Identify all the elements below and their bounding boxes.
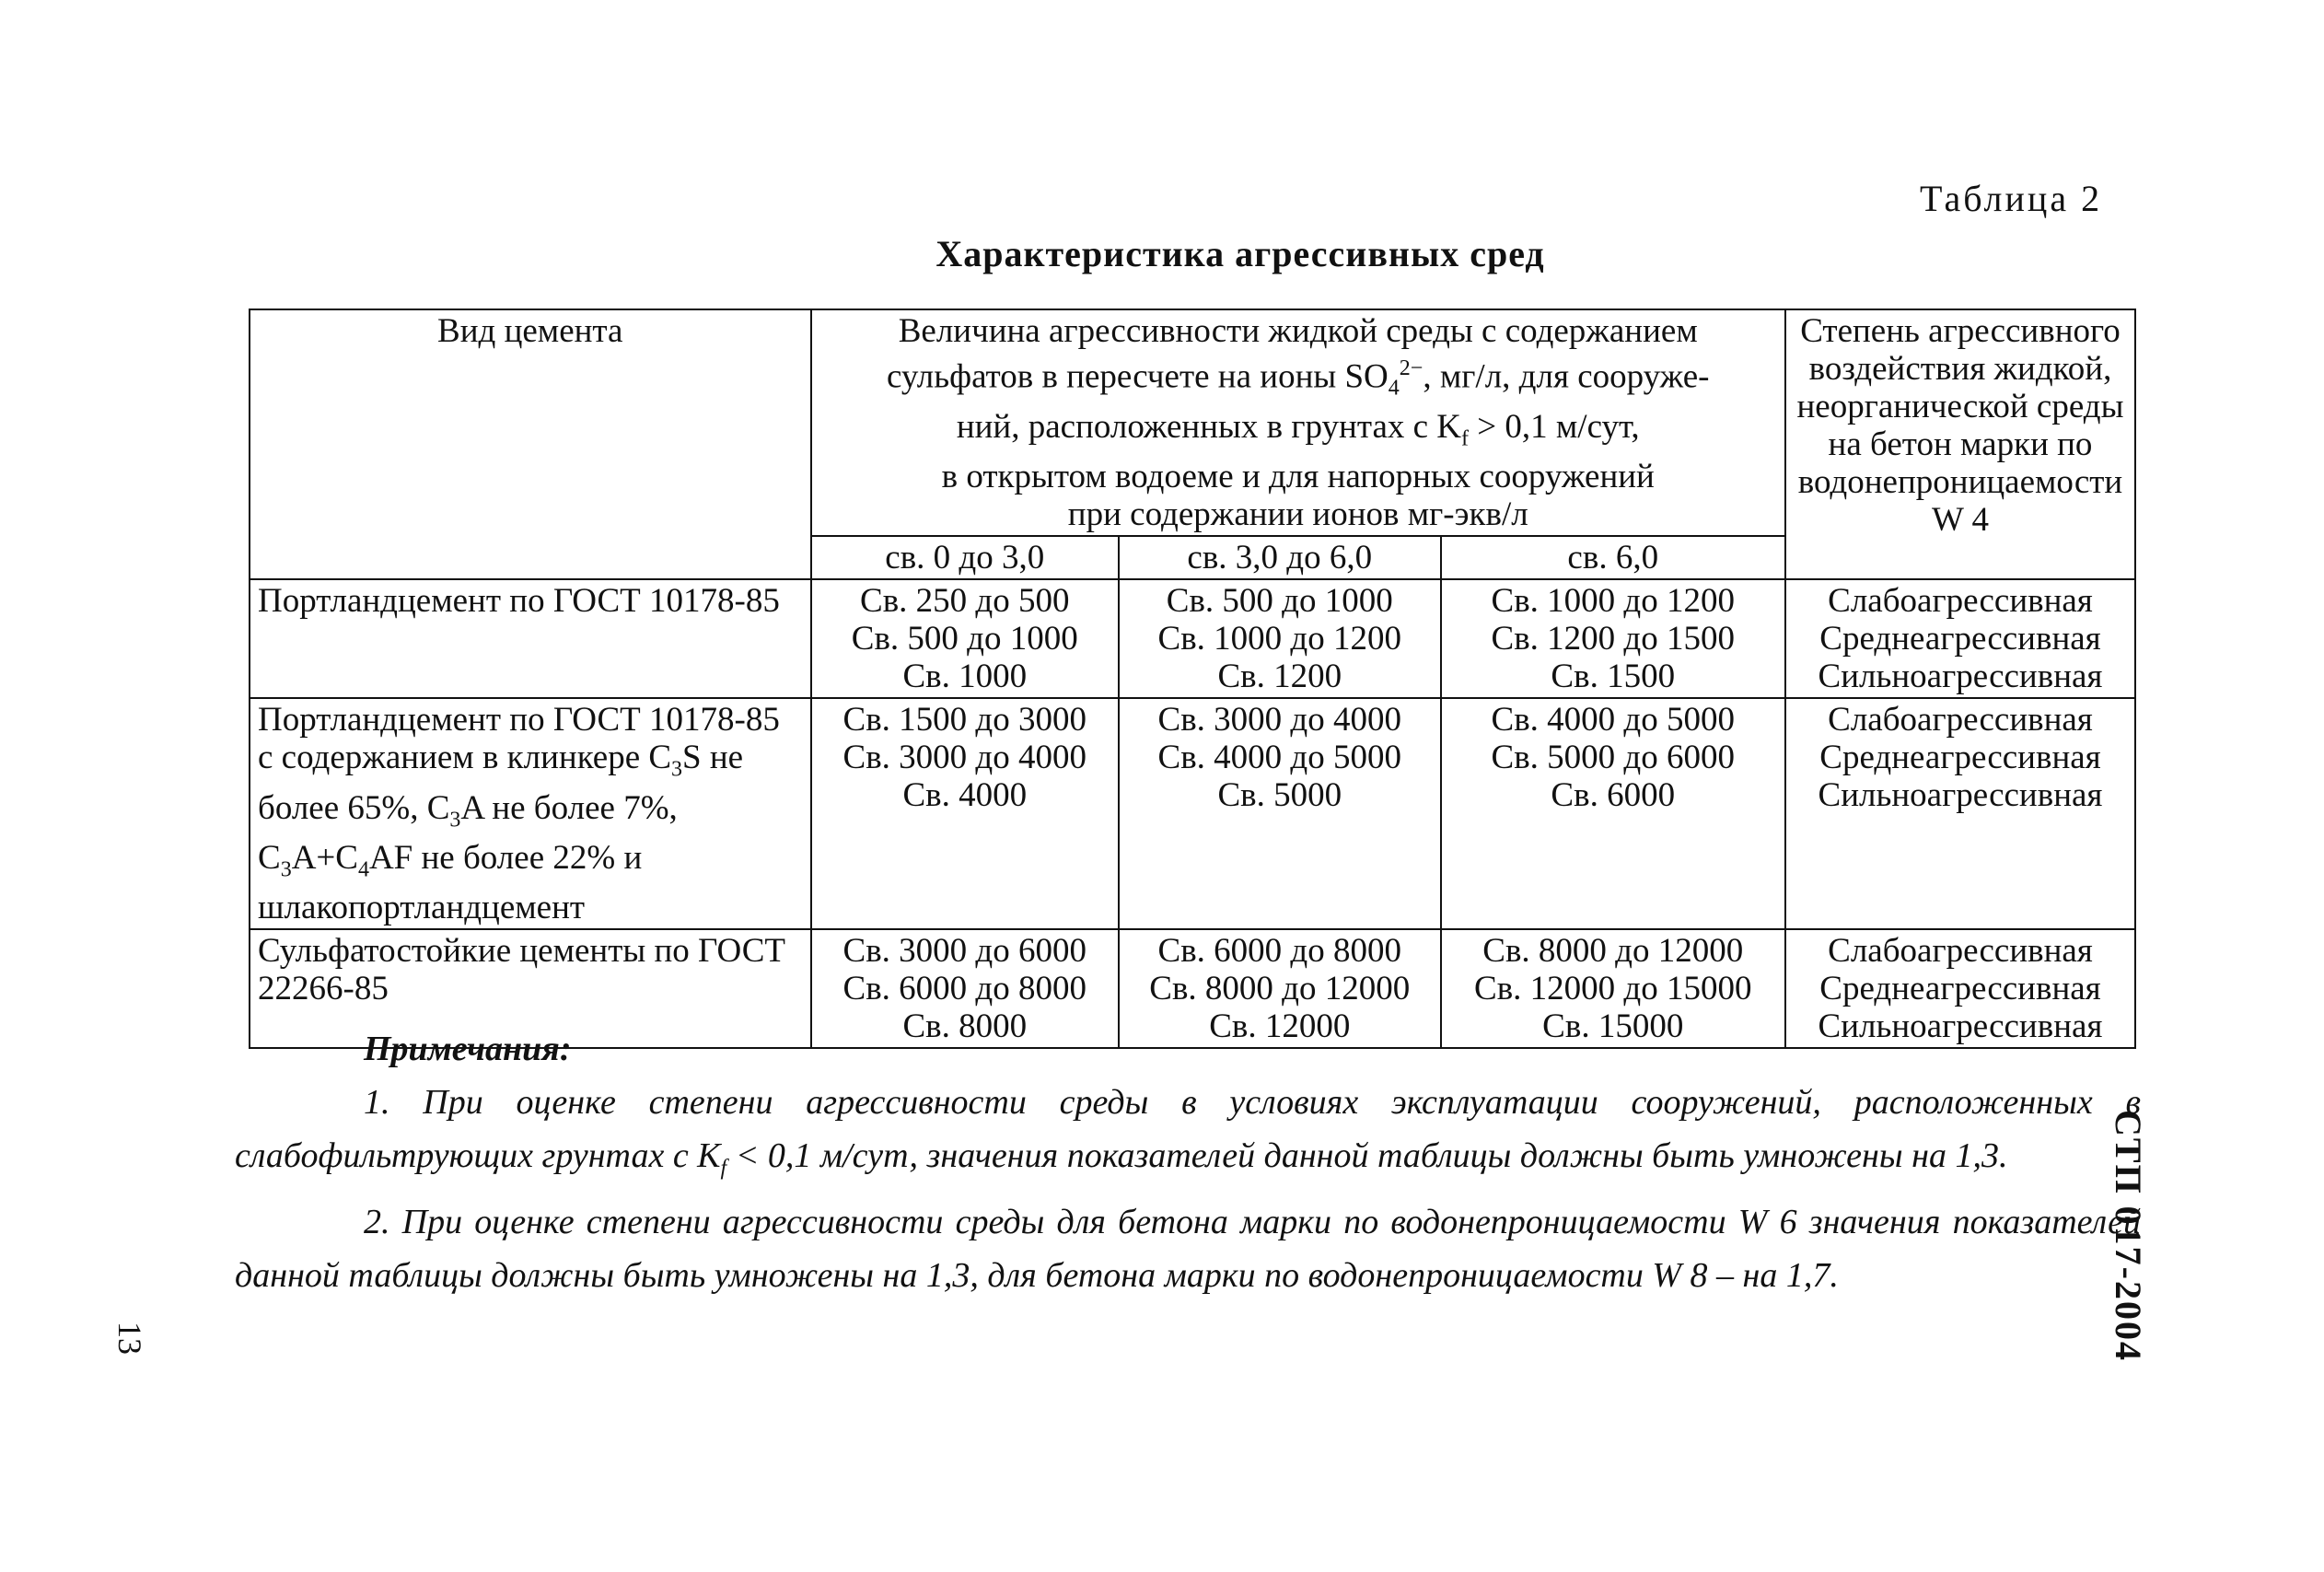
value-cell: Св. 1000 до 1200 Св. 1200 до 1500 Св. 1500 (1441, 579, 1785, 698)
table-row (250, 579, 2135, 698)
page-number: 13 (111, 1322, 148, 1355)
cement-type-cell: Портландцемент по ГОСТ 10178-85 с содержанием в клинкере $C_3S$ не более 65%, $C_3A$ не более 7%, $C_3A+C_4AF$ не более 22% и шлакопортландцемент (250, 698, 811, 929)
aggressive-media-table (249, 309, 2136, 1049)
table-title: Характеристика агрессивных сред (935, 233, 1545, 274)
value-cell: Св. 500 до 1000 Св. 1000 до 1200 Св. 1200 (1119, 579, 1441, 698)
note-1: 1. При оценке степени агрессивности среды в условиях эксплуатации сооружений, расположенных в слабофильтрующих грунтах с $K_f < 0,1$ м/сут, значения показателей данной таблицы должны быть умножены на 1,3. (235, 1083, 2141, 1181)
subheader-col2: св. 3,0 до 6,0 (1119, 536, 1441, 579)
notes-title: Примечания: (364, 1030, 572, 1068)
document-code: СТП 017-2004 (2108, 1110, 2149, 1362)
subheader-col3: св. 6,0 (1441, 536, 1785, 579)
header-value-line: в открытом водоеме и для напорных сооружений (941, 458, 1655, 496)
value-cell: Св. 3000 до 6000 Св. 6000 до 8000 Св. 8000 (811, 929, 1120, 1048)
degree-cell: Слабоагрессивная Среднеагрессивная Сильноагрессивная (1785, 929, 2135, 1048)
table-label: Таблица 2 (1920, 178, 2103, 219)
header-aggressiveness-value (811, 309, 1785, 536)
degree-cell: Слабоагрессивная Среднеагрессивная Сильноагрессивная (1785, 698, 2135, 929)
header-degree: Степень агрессивного воздействия жидкой, неорганической среды на бетон марки по водонепроницаемости W 4 (1785, 309, 2135, 579)
degree-cell: Слабоагрессивная Среднеагрессивная Сильноагрессивная (1785, 579, 2135, 698)
header-value-line: при содержании ионов мг-экв/л (1067, 495, 1528, 534)
note-2: 2. При оценке степени агрессивности среды для бетона марки по водонепроницаемости W 6 значения показателей данной таблицы должны быть умножены на 1,3, для бетона марки по водонепроницаемости W 8 – на 1,7. (235, 1202, 2141, 1295)
value-cell: Св. 4000 до 5000 Св. 5000 до 6000 Св. 6000 (1441, 698, 1785, 929)
table-row (250, 698, 2135, 929)
cement-type-cell: Портландцемент по ГОСТ 10178-85 (250, 579, 811, 698)
header-value-line: Величина агрессивности жидкой среды с содержанием (898, 312, 1698, 350)
notes-section (235, 1022, 2141, 1302)
header-value-line: ний, расположенных в грунтах с $K_f > 0,1$ м/сут, (956, 407, 1640, 451)
cement-type-cell: Сульфатостойкие цементы по ГОСТ 22266-85 (250, 929, 811, 1048)
header-value-line: сульфатов в пересчете на ионы $SO_4^{2-}$, мг/л, для сооруже- (886, 356, 1710, 401)
subheader-col1: св. 0 до 3,0 (811, 536, 1120, 579)
value-cell: Св. 3000 до 4000 Св. 4000 до 5000 Св. 5000 (1119, 698, 1441, 929)
value-cell: Св. 250 до 500 Св. 500 до 1000 Св. 1000 (811, 579, 1120, 698)
value-cell: Св. 8000 до 12000 Св. 12000 до 15000 Св. 15000 (1441, 929, 1785, 1048)
value-cell: Св. 6000 до 8000 Св. 8000 до 12000 Св. 12000 (1119, 929, 1441, 1048)
header-cement-type: Вид цемента (250, 309, 811, 579)
header-row (250, 309, 2135, 536)
value-cell: Св. 1500 до 3000 Св. 3000 до 4000 Св. 4000 (811, 698, 1120, 929)
